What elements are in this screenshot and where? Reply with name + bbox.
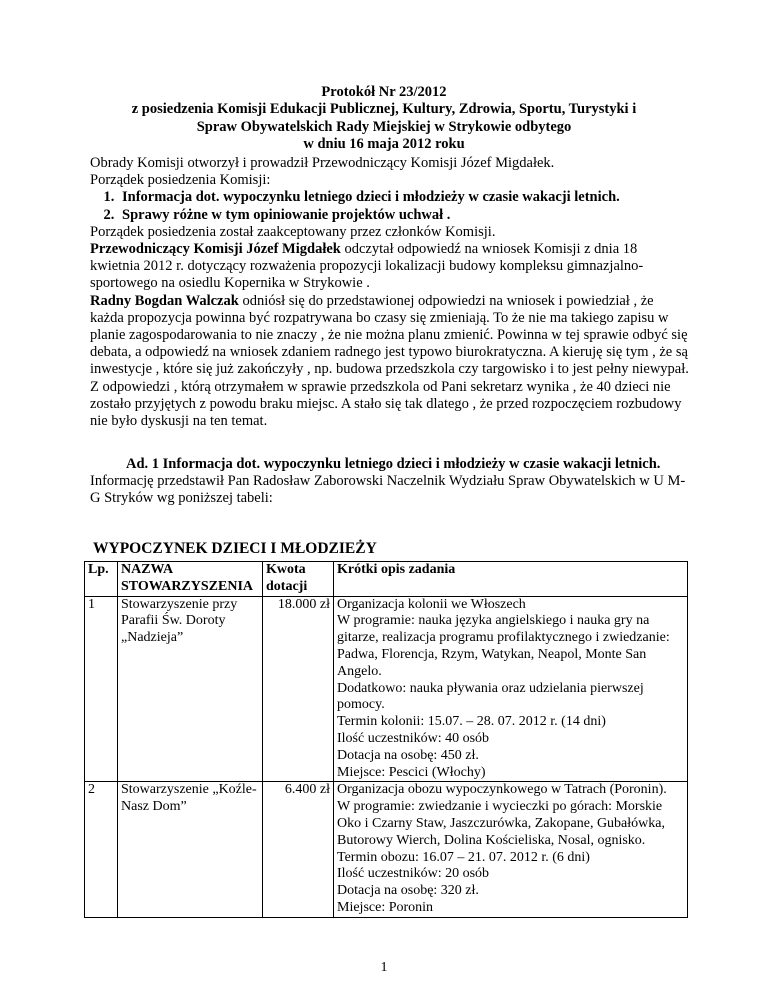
agenda-accepted: Porządek posiedzenia został zaakceptowany przez członków Komisji. [90,223,496,240]
table-row [85,596,688,782]
description-line: Ilość uczestników: 20 osób [337,866,490,882]
header-name: NAZWA STOWARZYSZENIA [118,562,263,597]
cell-lp: 1 [85,596,118,782]
description-line: W programie: nauka języka angielskiego i nauka gry na gitarze, realizacja programu profilaktycznego i zwiedzanie: Padwa, Florencja, Rzym, Watykan, Neapol, Monte San Angelo. [337,613,670,679]
chairman-text: odczytał odpowiedź na wniosek Komisji z dnia 18 kwietnia 2012 r. dotyczący rozważenia propozycji lokalizacji budowy kompleksu gimnazjalno-sportowego na osiedlu Kopernika w Strykowie . [90,241,644,292]
description-line: Ilość uczestników: 40 osób [337,730,490,746]
cell-name: Stowarzyszenie „Koźle-Nasz Dom” [118,782,263,917]
chairman-name: Przewodniczący Komisji Józef Migdałek [90,241,341,258]
cell-amount: 18.000 zł [263,596,334,782]
councillor-paragraph [90,293,690,431]
councillor-text: odniósł się do przedstawionej odpowiedzi na wniosek i powiedział , że każda propozycja powinna być rozpatrywana bo czasy się zmieniają. To że nie ma takiego zapisu w planie zagospodarowania to nie znaczy , że nie można planu zmienić. Powinna w tej sprawie odbyć się debata, a odpowiedź na wniosek zdaniem radnego jest typowo biurokratyczna. A kieruję się tym , że są inwestycje , które się już zakończyły , np. budowa przedszkola czy targowisko i to jest pełny niewypał. Z odpowiedzi , którą otrzymałem w sprawie przedszkola od Pani sekretarz wynika , że 40 dzieci nie zostało przyjętych z powodu braku miejsc. A stało się tak dlatego , że przed rozpoczęciem rozbudowy nie było dyskusji na ten temat. [90,292,689,430]
agenda-label: Porządek posiedzenia Komisji: [90,172,271,189]
chairman-paragraph [90,241,690,293]
description-line: Dotacja na osobę: 450 zł. [337,747,479,763]
table-header-row [85,562,688,597]
agenda-item: 2. Sprawy różne w tym opiniowanie projektów uchwał . [118,207,690,224]
councillor-name: Radny Bogdan Walczak [90,292,239,309]
title-line: z posiedzenia Komisji Edukacji Publicznej, Kultury, Zdrowia, Sportu, Turystyki i [131,101,637,118]
cell-lp: 2 [85,782,118,917]
header-amount: Kwota dotacji [263,562,334,597]
agenda-item: 1. Informacja dot. wypoczynku letniego dzieci i młodzieży w czasie wakacji letnich. [118,189,690,206]
title-line: Protokół Nr 23/2012 [321,84,447,100]
description-line: Dodatkowo: nauka pływania oraz udzielania pierwszej pomocy. [337,680,644,713]
description-line: Organizacja obozu wypoczynkowego w Tatrach (Poronin). [337,782,667,798]
description-line: Organizacja kolonii we Włoszech [337,596,526,612]
header-lp: Lp. [85,562,118,597]
header-description: Krótki opis zadania [334,562,688,597]
cell-description [334,782,688,917]
ad1-heading: Ad. 1 Informacja dot. wypoczynku letniego dzieci i młodzieży w czasie wakacji letnich. [126,456,661,472]
description-line: Termin kolonii: 15.07. – 28. 07. 2012 r. (14 dni) [337,714,606,730]
title-line: Spraw Obywatelskich Rady Miejskiej w Strykowie odbytego [196,118,572,135]
cell-description [334,596,688,782]
description-line: W programie: zwiedzanie i wycieczki po górach: Morskie Oko i Czarny Staw, Jaszczurówka, Zakopane, Gubałówka, Butorowy Wierch, Dolina Kościeliska, Nosal, ognisko. [337,799,665,848]
table-heading: WYPOCZYNEK DZIECI I MŁODZIEŻY [93,540,377,557]
description-line: Termin obozu: 16.07 – 21. 07. 2012 r. (6 dni) [337,849,590,865]
cell-name: Stowarzyszenie przy Parafii Św. Doroty „Nadzieja” [118,596,263,782]
ad1-section [90,456,690,508]
description-line: Miejsce: Poronin [337,899,434,915]
description-line: Dotacja na osobę: 320 zł. [337,883,479,899]
description-line: Miejsce: Pescici (Włochy) [337,764,486,780]
intro-paragraph: Obrady Komisji otworzył i prowadził Przewodniczący Komisji Józef Migdałek. [90,155,555,171]
document-title [90,84,678,154]
agenda-list [90,189,690,223]
summer-camps-table [84,561,688,918]
table-row [85,782,688,917]
document-body [90,155,690,430]
ad1-text: Informację przedstawił Pan Radosław Zaborowski Naczelnik Wydziału Spraw Obywatelskich w U M-G Stryków wg poniższej tabeli: [90,473,686,507]
title-line: w dniu 16 maja 2012 roku [303,136,465,153]
cell-amount: 6.400 zł [263,782,334,917]
page-number: 1 [380,960,388,975]
